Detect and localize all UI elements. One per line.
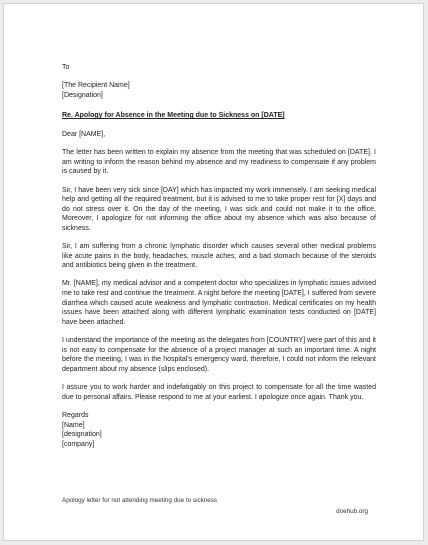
closing-company: [company] (62, 440, 95, 448)
letter-page (3, 3, 424, 541)
salutation: Dear [NAME], (62, 130, 106, 138)
paragraph-disorder: Sir, I am suffering from a chronic lymphatic disorder which causes several other medical problems like acute pains in the body, headaches, muscle aches, and a bad stomach because of the steroids and antibiotics being given in the treatment. (62, 243, 376, 270)
footer-caption: Apology letter for not attending meeting due to sickness (62, 497, 218, 504)
letter-body (62, 63, 376, 450)
closing-name: [Name] (62, 421, 85, 429)
closing-designation: [designation] (62, 431, 102, 439)
footer-site: doehub.org (336, 508, 368, 515)
recipient-name: [The Recipient Name] (62, 81, 130, 89)
paragraph-intro: The letter has been written to explain my absence from the meeting that was scheduled on [DATE]. I am writing to inform the reason behind my absence and my readiness to compensate if any problem is caused by it. (62, 149, 376, 176)
recipient-designation: [Designation] (62, 91, 103, 99)
paragraph-importance: I understand the importance of the meeting as the delegates from [COUNTRY] were part of this and it is not easy to compensate for the absence of a project manager at such an important time. A night before the meeting, I was in the hospital's emergency ward, therefore, I could not inform the relevant department about my absence (slips enclosed). (62, 337, 376, 373)
closing-regards: Regards (62, 412, 89, 420)
paragraph-doctor: Mr. [NAME], my medical advisor and a competent doctor who specializes in lymphatic issues advised me to take rest and continue the treatment. A night before the meeting [DATE], I suffered from severe diarrhea which caused acute weakness and lymphatic contraction. Medical certificates on my health issues have been attached along with different lymphatic examination tests conducted on [DATE] have been attached. (62, 280, 376, 326)
subject-line: Re. Apology for Absence in the Meeting due to Sickness on [DATE] (62, 112, 285, 120)
paragraph-assurance: I assure you to work harder and indefatigably on this project to compensate for all the time wasted due to personal affairs. Please respond to me at your earliest. I apologize once again. Thank you. (62, 383, 376, 401)
paragraph-sickness: Sir, I have been very sick since [DAY] which has impacted my work immensely. I am seeking medical help and getting all the required treatment, but it is advised to me to take proper rest for [X] days and do not stress over it. On the day of the meeting, I was sick and could not make it to the office. Moreover, I apologize for not informing the office about my absence which was also because of sickness. (62, 186, 376, 232)
to-label: To (62, 64, 70, 71)
